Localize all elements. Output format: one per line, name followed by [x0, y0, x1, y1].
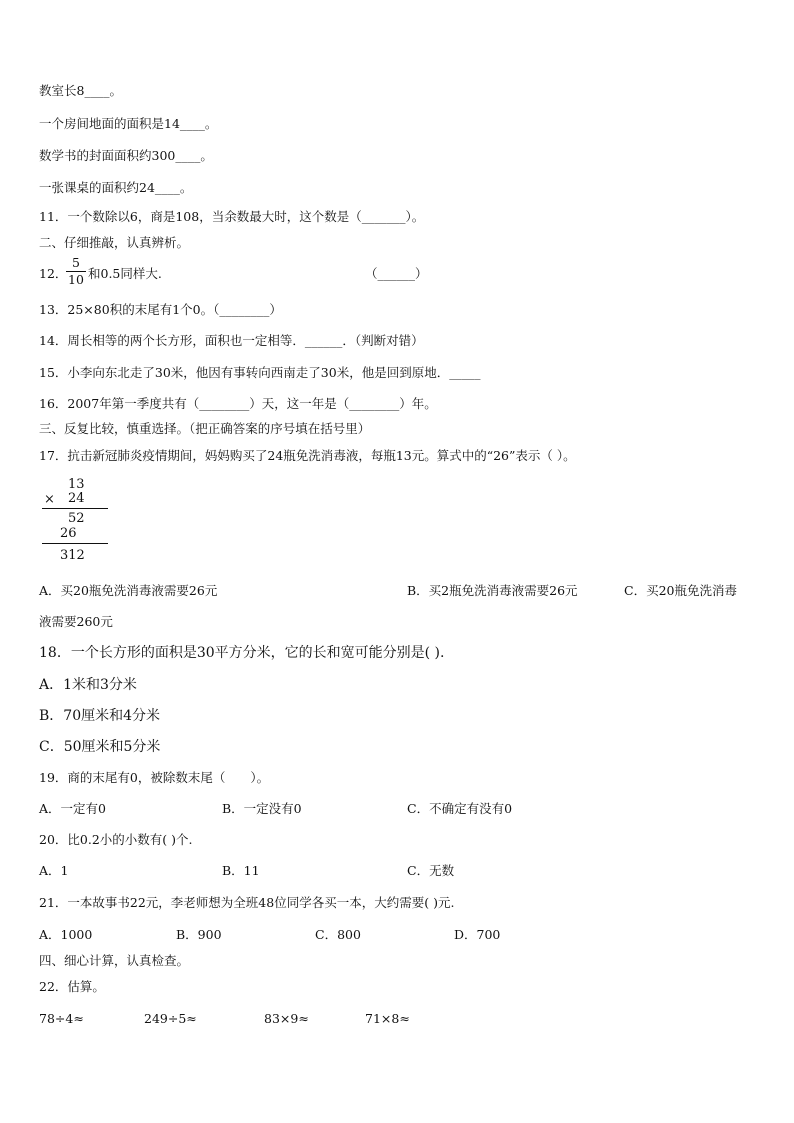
question-14: 14．周长相等的两个长方形，面积也一定相等．______．（判断对错） [39, 333, 424, 348]
question-16: 16．2007年第一季度共有（________）天，这一年是（________）年。 [39, 396, 437, 411]
question-20: 20．比0.2小的小数有( )个. [39, 832, 193, 847]
calc-row-52: 52 [68, 511, 85, 526]
question-20-option-b: B．11 [222, 863, 260, 878]
question-19-option-b: B．一定没有0 [222, 801, 302, 816]
calc-line-2 [42, 543, 108, 544]
estimate-expression-2: 249÷5≈ [144, 1011, 197, 1026]
fraction-numerator: 5 [72, 255, 80, 270]
question-21-option-d: D．700 [454, 927, 501, 942]
line-math-book: 数学书的封面面积约300____。 [39, 148, 213, 163]
question-12-text: 和0.5同样大. [88, 266, 162, 281]
fraction [66, 256, 86, 287]
calc-line-1 [42, 508, 108, 509]
question-18-option-a: A．1米和3分米 [39, 677, 137, 693]
question-17-option-c: C．买20瓶免洗消毒 [624, 583, 737, 598]
calc-row-26: 26 [60, 526, 77, 541]
question-21: 21．一本故事书22元，李老师想为全班48位同学各买一本，大约需要( )元. [39, 895, 455, 910]
question-11: 11．一个数除以6，商是108，当余数最大时，这个数是（_______）。 [39, 209, 425, 224]
calc-row-24: 24 [68, 491, 85, 506]
question-17-option-b: B．买2瓶免洗消毒液需要26元 [407, 583, 578, 598]
question-20-option-a: A．1 [39, 863, 69, 878]
question-18-option-c: C．50厘米和5分米 [39, 739, 161, 755]
section-4-heading: 四、细心计算，认真检查。 [39, 953, 190, 968]
question-21-option-a: A．1000 [39, 927, 93, 942]
calc-row-312: 312 [60, 548, 85, 563]
question-17-option-a: A．买20瓶免洗消毒液需要26元 [39, 583, 218, 598]
fraction-denominator: 10 [68, 272, 84, 287]
question-21-option-c: C．800 [315, 927, 361, 942]
question-19-option-a: A．一定有0 [39, 801, 106, 816]
question-18-option-b: B．70厘米和4分米 [39, 708, 161, 724]
question-22: 22．估算。 [39, 979, 105, 994]
question-13: 13．25×80积的末尾有1个0。（________） [39, 302, 282, 317]
question-21-option-b: B．900 [176, 927, 222, 942]
question-19: 19．商的末尾有0，被除数末尾（ ）。 [39, 770, 270, 785]
estimate-expression-4: 71×8≈ [365, 1011, 410, 1026]
vertical-multiplication [40, 476, 110, 566]
question-12-blank: （______） [365, 266, 428, 281]
question-18: 18．一个长方形的面积是30平方分米，它的长和宽可能分别是( ). [39, 645, 445, 661]
question-15: 15．小李向东北走了30米，他因有事转向西南走了30米，他是回到原地．_____ [39, 365, 481, 380]
line-desk: 一张课桌的面积约24____。 [39, 180, 193, 195]
calc-row-13: 13 [68, 477, 85, 492]
question-12-number: 12． [39, 266, 68, 281]
estimate-expression-3: 83×9≈ [264, 1011, 309, 1026]
line-classroom: 教室长8____。 [39, 83, 122, 98]
section-3-heading: 三、反复比较，慎重选择。（把正确答案的序号填在括号里） [39, 421, 371, 436]
question-17-option-c-cont: 液需要260元 [39, 614, 113, 629]
question-19-option-c: C．不确定有没有0 [407, 801, 513, 816]
section-2-heading: 二、仔细推敲，认真辨析。 [39, 235, 190, 250]
question-20-option-c: C．无数 [407, 863, 455, 878]
line-room-floor: 一个房间地面的面积是14____。 [39, 116, 218, 131]
calc-times-sign: × [44, 492, 55, 507]
question-17: 17．抗击新冠肺炎疫情期间，妈妈购买了24瓶免洗消毒液，每瓶13元。算式中的“26”表示（ ）。 [39, 448, 576, 463]
estimate-expression-1: 78÷4≈ [39, 1011, 84, 1026]
